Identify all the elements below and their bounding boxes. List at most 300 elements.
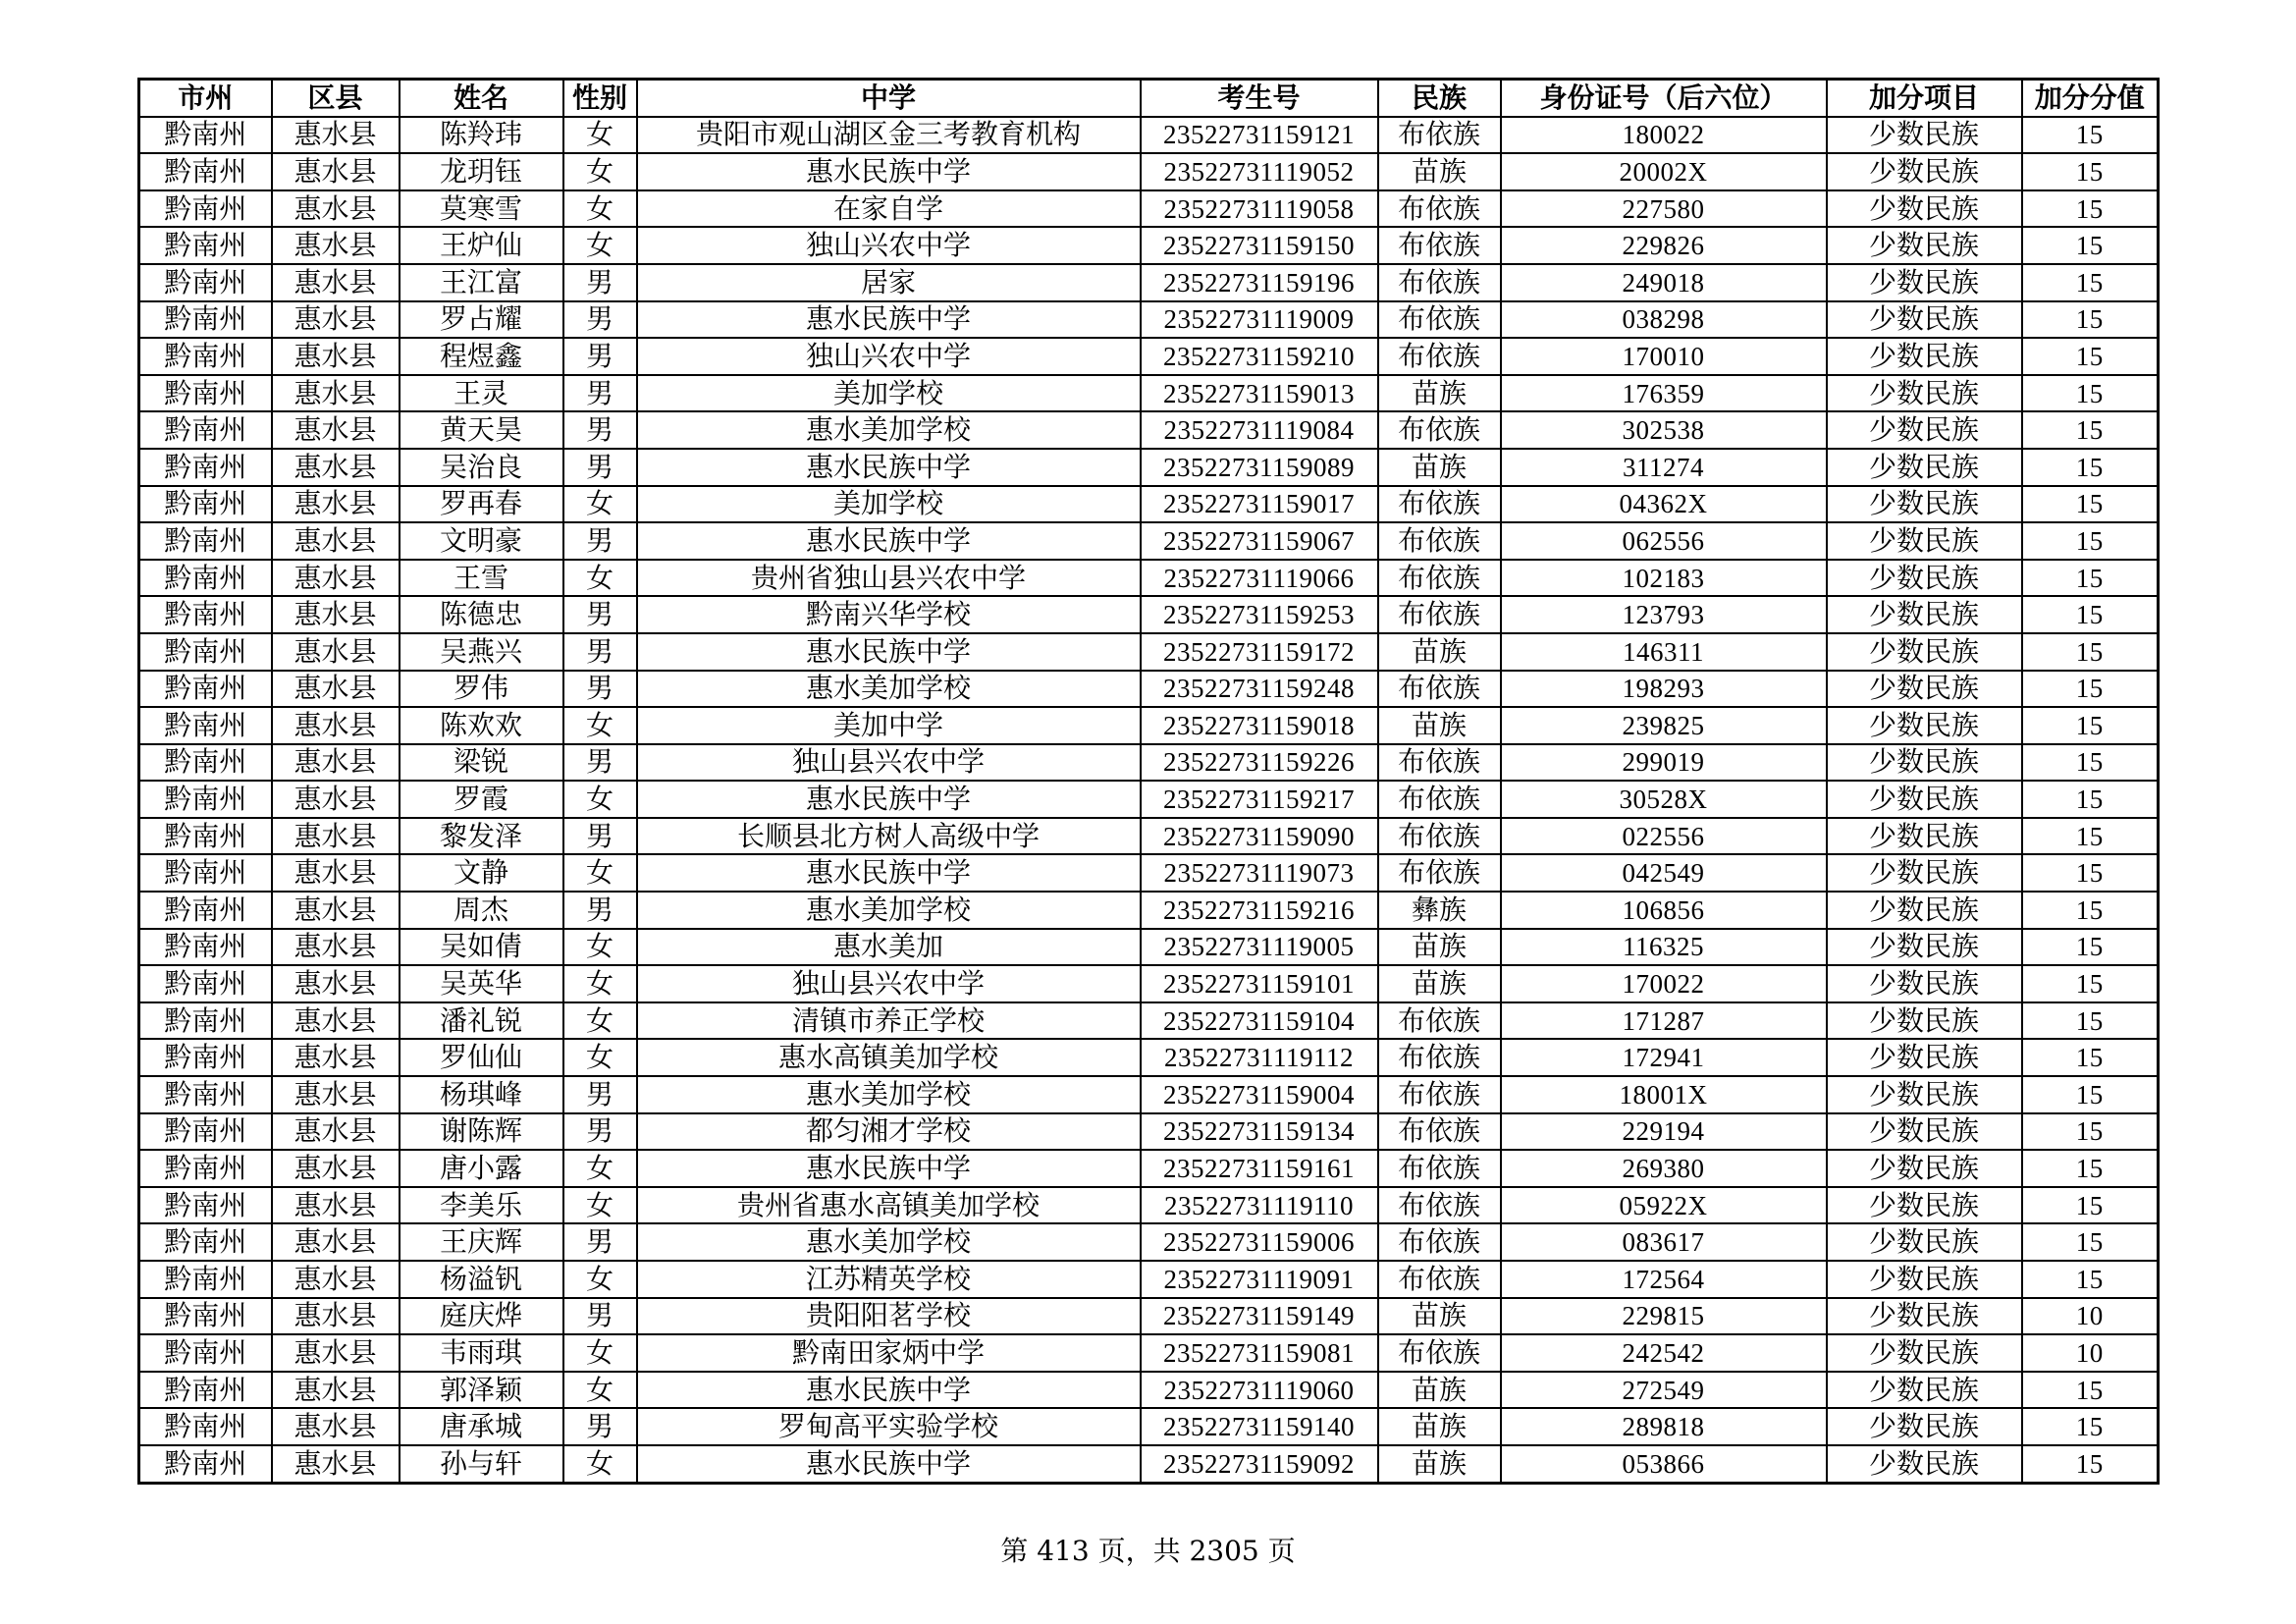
cell-city-col: 黔南州 bbox=[139, 560, 272, 597]
cell-name-col: 周杰 bbox=[400, 892, 563, 929]
cell-ethnicity-col: 布依族 bbox=[1378, 117, 1501, 154]
header-bonus-item-col: 加分项目 bbox=[1827, 80, 2022, 117]
table-row bbox=[139, 338, 2159, 375]
cell-bonus-score-col: 15 bbox=[2022, 818, 2159, 855]
cell-school-col: 江苏精英学校 bbox=[637, 1261, 1141, 1298]
cell-name-col: 庭庆烨 bbox=[400, 1298, 563, 1335]
cell-bonus-score-col: 15 bbox=[2022, 1261, 2159, 1298]
cell-name-col: 王炉仙 bbox=[400, 227, 563, 264]
cell-ethnicity-col: 布依族 bbox=[1378, 1187, 1501, 1224]
cell-county-col: 惠水县 bbox=[272, 707, 400, 744]
cell-name-col: 吴如倩 bbox=[400, 929, 563, 966]
cell-bonus-score-col: 10 bbox=[2022, 1298, 2159, 1335]
cell-exam-number-col: 23522731159101 bbox=[1141, 965, 1378, 1002]
cell-county-col: 惠水县 bbox=[272, 375, 400, 412]
cell-bonus-score-col: 15 bbox=[2022, 338, 2159, 375]
table-row bbox=[139, 486, 2159, 523]
cell-county-col: 惠水县 bbox=[272, 449, 400, 486]
cell-bonus-item-col: 少数民族 bbox=[1827, 190, 2022, 228]
cell-gender-col: 女 bbox=[563, 486, 637, 523]
cell-gender-col: 女 bbox=[563, 560, 637, 597]
cell-bonus-item-col: 少数民族 bbox=[1827, 1150, 2022, 1187]
table-row bbox=[139, 929, 2159, 966]
cell-ethnicity-col: 苗族 bbox=[1378, 449, 1501, 486]
cell-id-suffix-col: 299019 bbox=[1501, 744, 1827, 782]
cell-bonus-score-col: 15 bbox=[2022, 1039, 2159, 1076]
cell-bonus-item-col: 少数民族 bbox=[1827, 560, 2022, 597]
cell-city-col: 黔南州 bbox=[139, 854, 272, 892]
cell-school-col: 贵阳阳茗学校 bbox=[637, 1298, 1141, 1335]
cell-bonus-score-col: 15 bbox=[2022, 449, 2159, 486]
cell-bonus-score-col: 15 bbox=[2022, 1076, 2159, 1113]
cell-id-suffix-col: 229194 bbox=[1501, 1113, 1827, 1151]
cell-gender-col: 女 bbox=[563, 1002, 637, 1040]
cell-name-col: 黄天昊 bbox=[400, 411, 563, 449]
cell-id-suffix-col: 053866 bbox=[1501, 1445, 1827, 1483]
cell-city-col: 黔南州 bbox=[139, 522, 272, 560]
cell-school-col: 惠水高镇美加学校 bbox=[637, 1039, 1141, 1076]
cell-bonus-score-col: 15 bbox=[2022, 301, 2159, 339]
cell-city-col: 黔南州 bbox=[139, 375, 272, 412]
cell-ethnicity-col: 布依族 bbox=[1378, 1150, 1501, 1187]
cell-county-col: 惠水县 bbox=[272, 486, 400, 523]
table-row bbox=[139, 1223, 2159, 1261]
cell-bonus-score-col: 15 bbox=[2022, 227, 2159, 264]
cell-city-col: 黔南州 bbox=[139, 781, 272, 818]
cell-bonus-score-col: 15 bbox=[2022, 1408, 2159, 1445]
cell-exam-number-col: 23522731159149 bbox=[1141, 1298, 1378, 1335]
roster-table bbox=[137, 78, 2160, 1485]
cell-id-suffix-col: 146311 bbox=[1501, 633, 1827, 671]
cell-id-suffix-col: 170022 bbox=[1501, 965, 1827, 1002]
cell-gender-col: 女 bbox=[563, 1039, 637, 1076]
cell-bonus-item-col: 少数民族 bbox=[1827, 1334, 2022, 1372]
cell-exam-number-col: 23522731119073 bbox=[1141, 854, 1378, 892]
cell-county-col: 惠水县 bbox=[272, 560, 400, 597]
cell-name-col: 王江富 bbox=[400, 264, 563, 301]
cell-name-col: 梁锐 bbox=[400, 744, 563, 782]
cell-ethnicity-col: 布依族 bbox=[1378, 1261, 1501, 1298]
cell-bonus-item-col: 少数民族 bbox=[1827, 633, 2022, 671]
cell-county-col: 惠水县 bbox=[272, 301, 400, 339]
cell-name-col: 吴治良 bbox=[400, 449, 563, 486]
cell-gender-col: 男 bbox=[563, 301, 637, 339]
cell-bonus-score-col: 15 bbox=[2022, 375, 2159, 412]
cell-exam-number-col: 23522731159134 bbox=[1141, 1113, 1378, 1151]
cell-county-col: 惠水县 bbox=[272, 411, 400, 449]
cell-exam-number-col: 23522731159090 bbox=[1141, 818, 1378, 855]
cell-bonus-item-col: 少数民族 bbox=[1827, 965, 2022, 1002]
cell-gender-col: 男 bbox=[563, 1298, 637, 1335]
cell-bonus-item-col: 少数民族 bbox=[1827, 449, 2022, 486]
cell-school-col: 罗甸高平实验学校 bbox=[637, 1408, 1141, 1445]
cell-name-col: 罗伟 bbox=[400, 671, 563, 708]
cell-name-col: 韦雨琪 bbox=[400, 1334, 563, 1372]
cell-bonus-score-col: 15 bbox=[2022, 117, 2159, 154]
cell-exam-number-col: 23522731159013 bbox=[1141, 375, 1378, 412]
cell-bonus-item-col: 少数民族 bbox=[1827, 486, 2022, 523]
cell-exam-number-col: 23522731119066 bbox=[1141, 560, 1378, 597]
cell-city-col: 黔南州 bbox=[139, 301, 272, 339]
cell-ethnicity-col: 布依族 bbox=[1378, 1223, 1501, 1261]
table-row bbox=[139, 744, 2159, 782]
cell-ethnicity-col: 布依族 bbox=[1378, 1002, 1501, 1040]
cell-id-suffix-col: 198293 bbox=[1501, 671, 1827, 708]
cell-bonus-score-col: 15 bbox=[2022, 153, 2159, 190]
cell-ethnicity-col: 布依族 bbox=[1378, 264, 1501, 301]
cell-ethnicity-col: 布依族 bbox=[1378, 522, 1501, 560]
cell-bonus-score-col: 15 bbox=[2022, 965, 2159, 1002]
header-county-col: 区县 bbox=[272, 80, 400, 117]
cell-bonus-score-col: 15 bbox=[2022, 1150, 2159, 1187]
cell-id-suffix-col: 123793 bbox=[1501, 596, 1827, 633]
cell-county-col: 惠水县 bbox=[272, 854, 400, 892]
cell-exam-number-col: 23522731159216 bbox=[1141, 892, 1378, 929]
cell-id-suffix-col: 083617 bbox=[1501, 1223, 1827, 1261]
cell-exam-number-col: 23522731159018 bbox=[1141, 707, 1378, 744]
cell-name-col: 李美乐 bbox=[400, 1187, 563, 1224]
cell-id-suffix-col: 311274 bbox=[1501, 449, 1827, 486]
cell-school-col: 贵州省独山县兴农中学 bbox=[637, 560, 1141, 597]
cell-city-col: 黔南州 bbox=[139, 633, 272, 671]
cell-id-suffix-col: 176359 bbox=[1501, 375, 1827, 412]
cell-bonus-score-col: 15 bbox=[2022, 264, 2159, 301]
cell-school-col: 美加学校 bbox=[637, 486, 1141, 523]
page-footer: 第 413 页，共 2305 页 bbox=[1000, 1535, 1296, 1567]
cell-bonus-item-col: 少数民族 bbox=[1827, 522, 2022, 560]
cell-gender-col: 男 bbox=[563, 264, 637, 301]
cell-bonus-score-col: 15 bbox=[2022, 744, 2159, 782]
cell-bonus-item-col: 少数民族 bbox=[1827, 1408, 2022, 1445]
cell-ethnicity-col: 苗族 bbox=[1378, 375, 1501, 412]
cell-county-col: 惠水县 bbox=[272, 1298, 400, 1335]
table-row bbox=[139, 671, 2159, 708]
cell-county-col: 惠水县 bbox=[272, 117, 400, 154]
cell-ethnicity-col: 苗族 bbox=[1378, 1372, 1501, 1409]
cell-bonus-item-col: 少数民族 bbox=[1827, 264, 2022, 301]
cell-id-suffix-col: 05922X bbox=[1501, 1187, 1827, 1224]
cell-exam-number-col: 23522731159081 bbox=[1141, 1334, 1378, 1372]
cell-bonus-score-col: 15 bbox=[2022, 929, 2159, 966]
cell-school-col: 惠水民族中学 bbox=[637, 1445, 1141, 1483]
cell-ethnicity-col: 苗族 bbox=[1378, 1408, 1501, 1445]
cell-exam-number-col: 23522731159140 bbox=[1141, 1408, 1378, 1445]
cell-gender-col: 男 bbox=[563, 375, 637, 412]
table-row bbox=[139, 1261, 2159, 1298]
cell-bonus-item-col: 少数民族 bbox=[1827, 854, 2022, 892]
cell-bonus-score-col: 15 bbox=[2022, 633, 2159, 671]
cell-exam-number-col: 23522731159004 bbox=[1141, 1076, 1378, 1113]
cell-id-suffix-col: 20002X bbox=[1501, 153, 1827, 190]
cell-id-suffix-col: 170010 bbox=[1501, 338, 1827, 375]
cell-county-col: 惠水县 bbox=[272, 596, 400, 633]
cell-ethnicity-col: 苗族 bbox=[1378, 1298, 1501, 1335]
cell-county-col: 惠水县 bbox=[272, 190, 400, 228]
cell-city-col: 黔南州 bbox=[139, 1334, 272, 1372]
table-row bbox=[139, 522, 2159, 560]
cell-name-col: 郭泽颖 bbox=[400, 1372, 563, 1409]
cell-bonus-score-col: 15 bbox=[2022, 560, 2159, 597]
cell-exam-number-col: 23522731159104 bbox=[1141, 1002, 1378, 1040]
cell-exam-number-col: 23522731119058 bbox=[1141, 190, 1378, 228]
cell-gender-col: 女 bbox=[563, 1187, 637, 1224]
cell-gender-col: 男 bbox=[563, 1223, 637, 1261]
cell-exam-number-col: 23522731159006 bbox=[1141, 1223, 1378, 1261]
cell-id-suffix-col: 106856 bbox=[1501, 892, 1827, 929]
table-row bbox=[139, 153, 2159, 190]
table-row bbox=[139, 1076, 2159, 1113]
cell-name-col: 杨琪峰 bbox=[400, 1076, 563, 1113]
cell-bonus-item-col: 少数民族 bbox=[1827, 744, 2022, 782]
cell-school-col: 贵阳市观山湖区金三考教育机构 bbox=[637, 117, 1141, 154]
cell-bonus-item-col: 少数民族 bbox=[1827, 411, 2022, 449]
table-body bbox=[139, 117, 2159, 1483]
cell-bonus-score-col: 15 bbox=[2022, 1223, 2159, 1261]
cell-school-col: 独山兴农中学 bbox=[637, 338, 1141, 375]
cell-gender-col: 男 bbox=[563, 1076, 637, 1113]
cell-bonus-score-col: 15 bbox=[2022, 1445, 2159, 1483]
cell-bonus-item-col: 少数民族 bbox=[1827, 929, 2022, 966]
cell-exam-number-col: 23522731159217 bbox=[1141, 781, 1378, 818]
cell-bonus-item-col: 少数民族 bbox=[1827, 892, 2022, 929]
cell-ethnicity-col: 布依族 bbox=[1378, 744, 1501, 782]
cell-school-col: 独山县兴农中学 bbox=[637, 965, 1141, 1002]
cell-id-suffix-col: 022556 bbox=[1501, 818, 1827, 855]
cell-city-col: 黔南州 bbox=[139, 486, 272, 523]
cell-gender-col: 男 bbox=[563, 744, 637, 782]
cell-school-col: 独山县兴农中学 bbox=[637, 744, 1141, 782]
cell-name-col: 唐小露 bbox=[400, 1150, 563, 1187]
cell-school-col: 居家 bbox=[637, 264, 1141, 301]
table-row bbox=[139, 1187, 2159, 1224]
cell-exam-number-col: 23522731119009 bbox=[1141, 301, 1378, 339]
cell-county-col: 惠水县 bbox=[272, 1187, 400, 1224]
cell-bonus-score-col: 15 bbox=[2022, 781, 2159, 818]
cell-id-suffix-col: 229815 bbox=[1501, 1298, 1827, 1335]
cell-school-col: 清镇市养正学校 bbox=[637, 1002, 1141, 1040]
table-row bbox=[139, 1334, 2159, 1372]
cell-city-col: 黔南州 bbox=[139, 227, 272, 264]
cell-id-suffix-col: 18001X bbox=[1501, 1076, 1827, 1113]
cell-gender-col: 男 bbox=[563, 1408, 637, 1445]
cell-bonus-score-col: 15 bbox=[2022, 596, 2159, 633]
cell-city-col: 黔南州 bbox=[139, 1445, 272, 1483]
cell-gender-col: 男 bbox=[563, 633, 637, 671]
cell-school-col: 惠水民族中学 bbox=[637, 854, 1141, 892]
cell-name-col: 莫寒雪 bbox=[400, 190, 563, 228]
cell-gender-col: 女 bbox=[563, 1261, 637, 1298]
cell-school-col: 黔南田家炳中学 bbox=[637, 1334, 1141, 1372]
cell-school-col: 美加学校 bbox=[637, 375, 1141, 412]
cell-exam-number-col: 23522731159253 bbox=[1141, 596, 1378, 633]
cell-name-col: 文静 bbox=[400, 854, 563, 892]
cell-ethnicity-col: 布依族 bbox=[1378, 1113, 1501, 1151]
table-row bbox=[139, 1408, 2159, 1445]
cell-id-suffix-col: 102183 bbox=[1501, 560, 1827, 597]
cell-gender-col: 男 bbox=[563, 1113, 637, 1151]
cell-id-suffix-col: 249018 bbox=[1501, 264, 1827, 301]
cell-county-col: 惠水县 bbox=[272, 264, 400, 301]
cell-ethnicity-col: 苗族 bbox=[1378, 1445, 1501, 1483]
cell-name-col: 陈德忠 bbox=[400, 596, 563, 633]
cell-bonus-score-col: 15 bbox=[2022, 892, 2159, 929]
cell-exam-number-col: 23522731119091 bbox=[1141, 1261, 1378, 1298]
table-row bbox=[139, 301, 2159, 339]
cell-bonus-score-col: 15 bbox=[2022, 486, 2159, 523]
cell-id-suffix-col: 171287 bbox=[1501, 1002, 1827, 1040]
cell-bonus-score-col: 15 bbox=[2022, 1113, 2159, 1151]
header-exam-number-col: 考生号 bbox=[1141, 80, 1378, 117]
cell-gender-col: 女 bbox=[563, 929, 637, 966]
cell-ethnicity-col: 布依族 bbox=[1378, 596, 1501, 633]
cell-county-col: 惠水县 bbox=[272, 633, 400, 671]
cell-county-col: 惠水县 bbox=[272, 1445, 400, 1483]
cell-city-col: 黔南州 bbox=[139, 671, 272, 708]
cell-id-suffix-col: 229826 bbox=[1501, 227, 1827, 264]
cell-city-col: 黔南州 bbox=[139, 1150, 272, 1187]
cell-exam-number-col: 23522731159226 bbox=[1141, 744, 1378, 782]
cell-ethnicity-col: 布依族 bbox=[1378, 671, 1501, 708]
cell-id-suffix-col: 038298 bbox=[1501, 301, 1827, 339]
cell-school-col: 惠水民族中学 bbox=[637, 153, 1141, 190]
cell-county-col: 惠水县 bbox=[272, 1002, 400, 1040]
table-row bbox=[139, 1298, 2159, 1335]
cell-gender-col: 男 bbox=[563, 522, 637, 560]
table-row bbox=[139, 781, 2159, 818]
cell-bonus-score-col: 15 bbox=[2022, 707, 2159, 744]
cell-gender-col: 女 bbox=[563, 707, 637, 744]
cell-bonus-item-col: 少数民族 bbox=[1827, 596, 2022, 633]
cell-city-col: 黔南州 bbox=[139, 1261, 272, 1298]
table-row bbox=[139, 596, 2159, 633]
cell-city-col: 黔南州 bbox=[139, 1372, 272, 1409]
cell-county-col: 惠水县 bbox=[272, 522, 400, 560]
cell-name-col: 王灵 bbox=[400, 375, 563, 412]
cell-id-suffix-col: 302538 bbox=[1501, 411, 1827, 449]
cell-exam-number-col: 23522731159089 bbox=[1141, 449, 1378, 486]
cell-id-suffix-col: 227580 bbox=[1501, 190, 1827, 228]
table-row bbox=[139, 818, 2159, 855]
cell-name-col: 谢陈辉 bbox=[400, 1113, 563, 1151]
cell-school-col: 惠水民族中学 bbox=[637, 1372, 1141, 1409]
header-name-col: 姓名 bbox=[400, 80, 563, 117]
cell-bonus-score-col: 15 bbox=[2022, 411, 2159, 449]
header-row bbox=[139, 80, 2159, 117]
cell-gender-col: 女 bbox=[563, 190, 637, 228]
cell-bonus-score-col: 15 bbox=[2022, 1187, 2159, 1224]
cell-bonus-score-col: 15 bbox=[2022, 190, 2159, 228]
cell-school-col: 长顺县北方树人高级中学 bbox=[637, 818, 1141, 855]
cell-exam-number-col: 23522731119060 bbox=[1141, 1372, 1378, 1409]
cell-name-col: 唐承城 bbox=[400, 1408, 563, 1445]
cell-city-col: 黔南州 bbox=[139, 1076, 272, 1113]
cell-city-col: 黔南州 bbox=[139, 449, 272, 486]
cell-exam-number-col: 23522731159067 bbox=[1141, 522, 1378, 560]
table-row bbox=[139, 1150, 2159, 1187]
cell-bonus-item-col: 少数民族 bbox=[1827, 1076, 2022, 1113]
cell-county-col: 惠水县 bbox=[272, 1261, 400, 1298]
table-row bbox=[139, 1002, 2159, 1040]
cell-gender-col: 男 bbox=[563, 818, 637, 855]
cell-county-col: 惠水县 bbox=[272, 1150, 400, 1187]
cell-ethnicity-col: 布依族 bbox=[1378, 781, 1501, 818]
cell-school-col: 惠水民族中学 bbox=[637, 449, 1141, 486]
cell-county-col: 惠水县 bbox=[272, 744, 400, 782]
cell-county-col: 惠水县 bbox=[272, 671, 400, 708]
cell-gender-col: 女 bbox=[563, 854, 637, 892]
cell-bonus-item-col: 少数民族 bbox=[1827, 1445, 2022, 1483]
table-row bbox=[139, 1039, 2159, 1076]
cell-county-col: 惠水县 bbox=[272, 1076, 400, 1113]
cell-county-col: 惠水县 bbox=[272, 227, 400, 264]
cell-school-col: 惠水民族中学 bbox=[637, 1150, 1141, 1187]
cell-ethnicity-col: 苗族 bbox=[1378, 153, 1501, 190]
table-row bbox=[139, 227, 2159, 264]
cell-county-col: 惠水县 bbox=[272, 781, 400, 818]
cell-city-col: 黔南州 bbox=[139, 965, 272, 1002]
cell-name-col: 陈欢欢 bbox=[400, 707, 563, 744]
cell-exam-number-col: 23522731119084 bbox=[1141, 411, 1378, 449]
table-row bbox=[139, 1372, 2159, 1409]
cell-gender-col: 男 bbox=[563, 449, 637, 486]
cell-city-col: 黔南州 bbox=[139, 190, 272, 228]
cell-school-col: 惠水美加学校 bbox=[637, 671, 1141, 708]
cell-name-col: 程煜鑫 bbox=[400, 338, 563, 375]
cell-gender-col: 女 bbox=[563, 1334, 637, 1372]
cell-exam-number-col: 23522731159172 bbox=[1141, 633, 1378, 671]
cell-school-col: 独山兴农中学 bbox=[637, 227, 1141, 264]
cell-county-col: 惠水县 bbox=[272, 818, 400, 855]
cell-name-col: 王庆辉 bbox=[400, 1223, 563, 1261]
cell-bonus-item-col: 少数民族 bbox=[1827, 1261, 2022, 1298]
table-row bbox=[139, 633, 2159, 671]
cell-city-col: 黔南州 bbox=[139, 818, 272, 855]
cell-gender-col: 男 bbox=[563, 411, 637, 449]
cell-county-col: 惠水县 bbox=[272, 929, 400, 966]
cell-id-suffix-col: 272549 bbox=[1501, 1372, 1827, 1409]
cell-id-suffix-col: 239825 bbox=[1501, 707, 1827, 744]
cell-exam-number-col: 23522731159121 bbox=[1141, 117, 1378, 154]
cell-city-col: 黔南州 bbox=[139, 411, 272, 449]
cell-bonus-item-col: 少数民族 bbox=[1827, 707, 2022, 744]
cell-id-suffix-col: 116325 bbox=[1501, 929, 1827, 966]
cell-exam-number-col: 23522731159092 bbox=[1141, 1445, 1378, 1483]
cell-gender-col: 女 bbox=[563, 117, 637, 154]
cell-bonus-item-col: 少数民族 bbox=[1827, 301, 2022, 339]
cell-id-suffix-col: 269380 bbox=[1501, 1150, 1827, 1187]
table-row bbox=[139, 965, 2159, 1002]
cell-city-col: 黔南州 bbox=[139, 892, 272, 929]
header-ethnicity-col: 民族 bbox=[1378, 80, 1501, 117]
cell-city-col: 黔南州 bbox=[139, 1223, 272, 1261]
cell-bonus-item-col: 少数民族 bbox=[1827, 1187, 2022, 1224]
cell-ethnicity-col: 布依族 bbox=[1378, 338, 1501, 375]
cell-city-col: 黔南州 bbox=[139, 264, 272, 301]
cell-city-col: 黔南州 bbox=[139, 1298, 272, 1335]
table-row bbox=[139, 449, 2159, 486]
cell-ethnicity-col: 苗族 bbox=[1378, 707, 1501, 744]
cell-school-col: 惠水民族中学 bbox=[637, 522, 1141, 560]
table-row bbox=[139, 707, 2159, 744]
cell-school-col: 惠水美加 bbox=[637, 929, 1141, 966]
cell-city-col: 黔南州 bbox=[139, 1113, 272, 1151]
cell-gender-col: 男 bbox=[563, 671, 637, 708]
cell-name-col: 罗占耀 bbox=[400, 301, 563, 339]
cell-id-suffix-col: 289818 bbox=[1501, 1408, 1827, 1445]
header-city-col: 市州 bbox=[139, 80, 272, 117]
cell-id-suffix-col: 172941 bbox=[1501, 1039, 1827, 1076]
cell-id-suffix-col: 180022 bbox=[1501, 117, 1827, 154]
